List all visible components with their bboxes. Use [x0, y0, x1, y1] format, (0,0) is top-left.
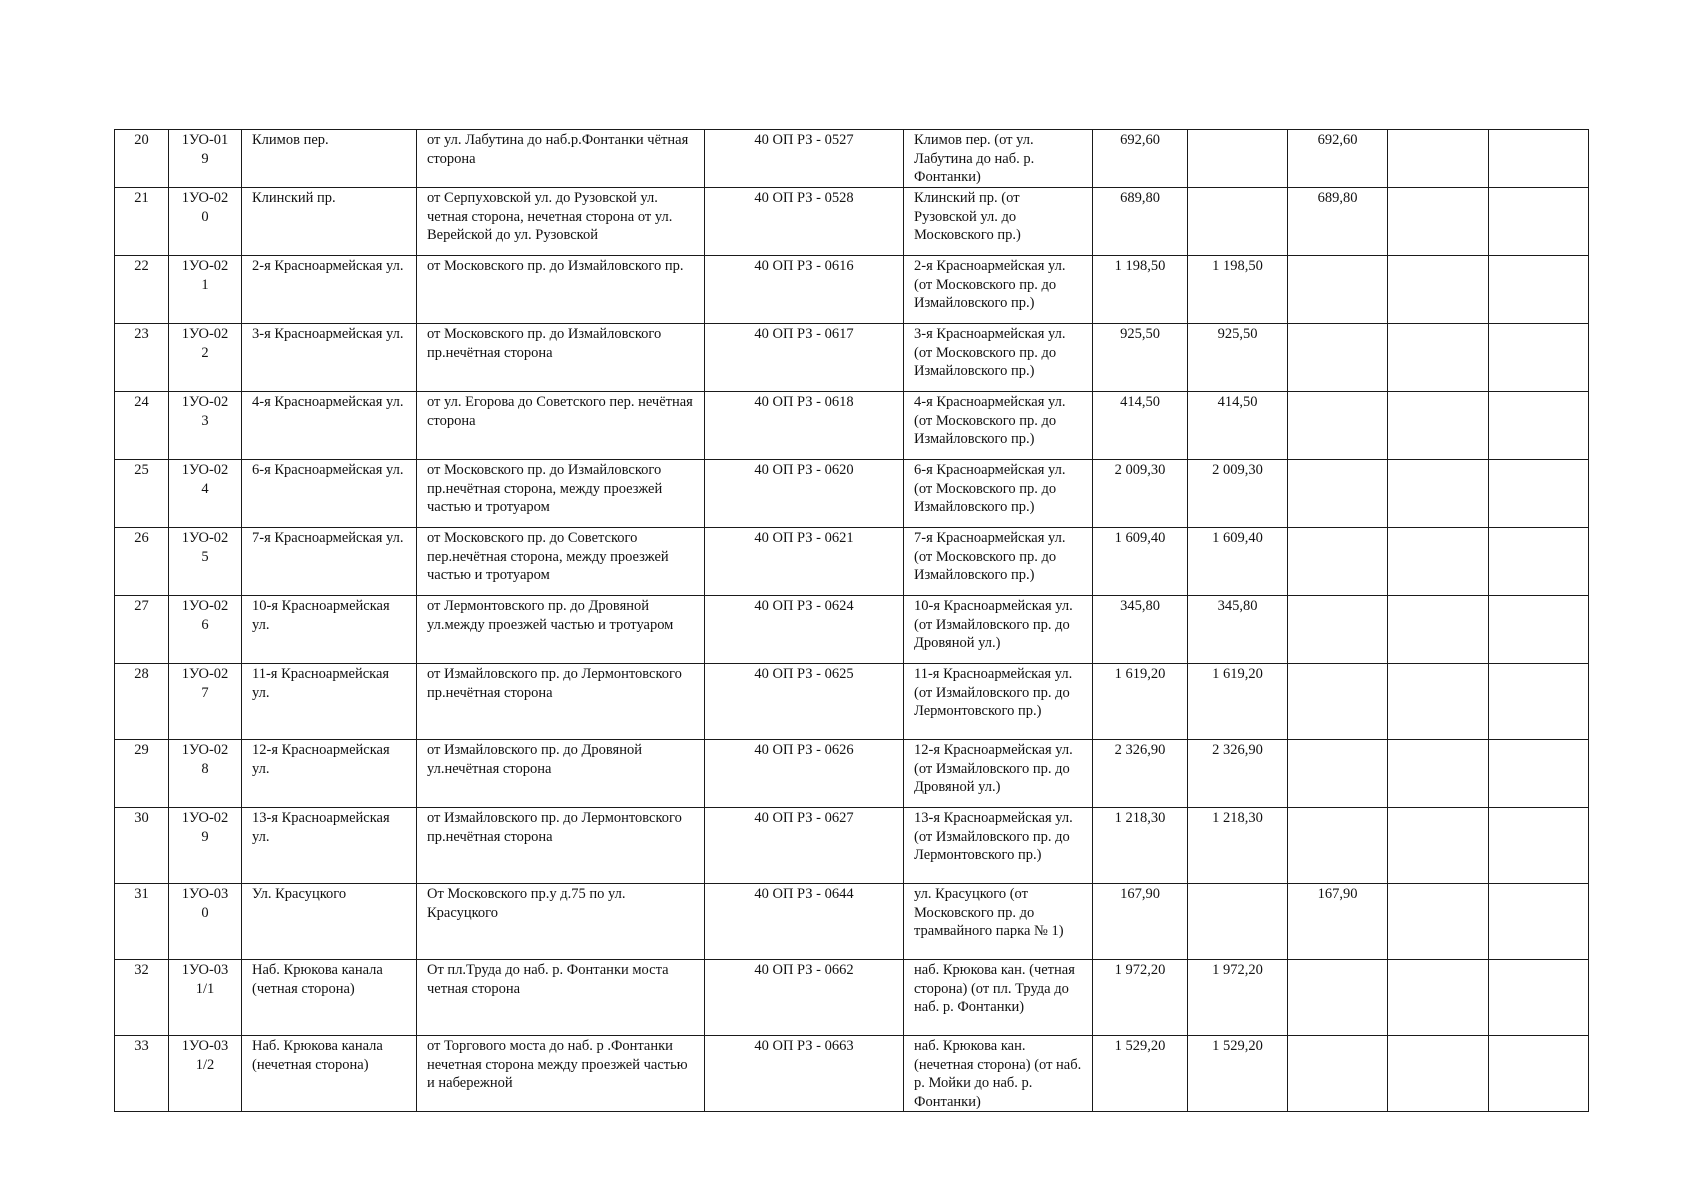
- value-column-3-cell: [1388, 664, 1489, 740]
- road-official-name-cell: наб. Крюкова кан. (нечетная сторона) (от наб. р. Мойки до наб. р. Фонтанки): [904, 1036, 1093, 1112]
- value-column-3-cell: [1388, 392, 1489, 460]
- value-column-1-cell: [1188, 188, 1288, 256]
- value-column-4-cell: [1489, 740, 1589, 808]
- value-column-1-cell: 1 609,40: [1188, 528, 1288, 596]
- street-name-cell: Климов пер.: [242, 130, 417, 188]
- section-description-cell: от Измайловского пр. до Лермонтовского пр.нечётная сторона: [417, 808, 705, 884]
- table-row: [115, 596, 1589, 664]
- street-name-cell: Ул. Красуцкого: [242, 884, 417, 960]
- length-cell: 2 326,90: [1093, 740, 1188, 808]
- street-name-cell: Наб. Крюкова канала (четная сторона): [242, 960, 417, 1036]
- value-column-4-cell: [1489, 884, 1589, 960]
- object-code-cell: 1УО-021: [169, 256, 242, 324]
- value-column-2-cell: [1288, 960, 1388, 1036]
- value-column-3-cell: [1388, 188, 1489, 256]
- row-number-cell: 33: [115, 1036, 169, 1112]
- length-cell: 2 009,30: [1093, 460, 1188, 528]
- object-code-cell: 1УО-023: [169, 392, 242, 460]
- object-code-cell: 1УО-028: [169, 740, 242, 808]
- table-row: [115, 460, 1589, 528]
- street-name-cell: 7-я Красноармейская ул.: [242, 528, 417, 596]
- value-column-1-cell: 414,50: [1188, 392, 1288, 460]
- street-name-cell: 2-я Красноармейская ул.: [242, 256, 417, 324]
- object-code-cell: 1УО-020: [169, 188, 242, 256]
- registry-number-cell: 40 ОП РЗ - 0621: [705, 528, 904, 596]
- value-column-2-cell: 167,90: [1288, 884, 1388, 960]
- value-column-4-cell: [1489, 256, 1589, 324]
- registry-number-cell: 40 ОП РЗ - 0662: [705, 960, 904, 1036]
- row-number-cell: 20: [115, 130, 169, 188]
- object-code-cell: 1УО-024: [169, 460, 242, 528]
- value-column-3-cell: [1388, 528, 1489, 596]
- length-cell: 1 619,20: [1093, 664, 1188, 740]
- road-official-name-cell: 7-я Красноармейская ул. (от Московского пр. до Измайловского пр.): [904, 528, 1093, 596]
- section-description-cell: От пл.Труда до наб. р. Фонтанки моста четная сторона: [417, 960, 705, 1036]
- road-official-name-cell: 13-я Красноармейская ул. (от Измайловского пр. до Лермонтовского пр.): [904, 808, 1093, 884]
- length-cell: 689,80: [1093, 188, 1188, 256]
- object-code-cell: 1УО-030: [169, 884, 242, 960]
- street-name-cell: 4-я Красноармейская ул.: [242, 392, 417, 460]
- registry-number-cell: 40 ОП РЗ - 0618: [705, 392, 904, 460]
- road-official-name-cell: 3-я Красноармейская ул. (от Московского пр. до Измайловского пр.): [904, 324, 1093, 392]
- value-column-4-cell: [1489, 188, 1589, 256]
- table-row: [115, 808, 1589, 884]
- row-number-cell: 29: [115, 740, 169, 808]
- row-number-cell: 27: [115, 596, 169, 664]
- section-description-cell: от Московского пр. до Измайловского пр.: [417, 256, 705, 324]
- road-official-name-cell: 6-я Красноармейская ул. (от Московского пр. до Измайловского пр.): [904, 460, 1093, 528]
- row-number-cell: 21: [115, 188, 169, 256]
- value-column-3-cell: [1388, 884, 1489, 960]
- section-description-cell: от Лермонтовского пр. до Дровяной ул.между проезжей частью и тротуаром: [417, 596, 705, 664]
- row-number-cell: 26: [115, 528, 169, 596]
- length-cell: 1 972,20: [1093, 960, 1188, 1036]
- object-code-cell: 1УО-022: [169, 324, 242, 392]
- length-cell: 345,80: [1093, 596, 1188, 664]
- table-row: [115, 324, 1589, 392]
- table-row: [115, 1036, 1589, 1112]
- table-row: [115, 960, 1589, 1036]
- value-column-4-cell: [1489, 808, 1589, 884]
- object-code-cell: 1УО-031/2: [169, 1036, 242, 1112]
- registry-number-cell: 40 ОП РЗ - 0620: [705, 460, 904, 528]
- section-description-cell: от ул. Лабутина до наб.р.Фонтанки чётная сторона: [417, 130, 705, 188]
- street-name-cell: 13-я Красноармейская ул.: [242, 808, 417, 884]
- registry-number-cell: 40 ОП РЗ - 0527: [705, 130, 904, 188]
- registry-number-cell: 40 ОП РЗ - 0627: [705, 808, 904, 884]
- registry-number-cell: 40 ОП РЗ - 0624: [705, 596, 904, 664]
- value-column-2-cell: 692,60: [1288, 130, 1388, 188]
- section-description-cell: от Торгового моста до наб. р .Фонтанки нечетная сторона между проезжей частью и набережной: [417, 1036, 705, 1112]
- value-column-3-cell: [1388, 256, 1489, 324]
- section-description-cell: от Московского пр. до Советского пер.нечётная сторона, между проезжей частью и тротуаром: [417, 528, 705, 596]
- object-code-cell: 1УО-019: [169, 130, 242, 188]
- value-column-2-cell: [1288, 324, 1388, 392]
- table-row: [115, 884, 1589, 960]
- section-description-cell: от Измайловского пр. до Дровяной ул.нечётная сторона: [417, 740, 705, 808]
- road-official-name-cell: ул. Красуцкого (от Московского пр. до трамвайного парка № 1): [904, 884, 1093, 960]
- value-column-2-cell: [1288, 596, 1388, 664]
- value-column-2-cell: [1288, 740, 1388, 808]
- section-description-cell: от Московского пр. до Измайловского пр.нечётная сторона: [417, 324, 705, 392]
- street-name-cell: 3-я Красноармейская ул.: [242, 324, 417, 392]
- value-column-2-cell: [1288, 1036, 1388, 1112]
- registry-number-cell: 40 ОП РЗ - 0625: [705, 664, 904, 740]
- object-code-cell: 1УО-027: [169, 664, 242, 740]
- value-column-1-cell: 345,80: [1188, 596, 1288, 664]
- section-description-cell: от ул. Егорова до Советского пер. нечётная сторона: [417, 392, 705, 460]
- registry-number-cell: 40 ОП РЗ - 0663: [705, 1036, 904, 1112]
- table-row: [115, 256, 1589, 324]
- row-number-cell: 32: [115, 960, 169, 1036]
- object-code-cell: 1УО-031/1: [169, 960, 242, 1036]
- value-column-2-cell: [1288, 664, 1388, 740]
- value-column-4-cell: [1489, 460, 1589, 528]
- row-number-cell: 24: [115, 392, 169, 460]
- value-column-1-cell: 1 218,30: [1188, 808, 1288, 884]
- value-column-4-cell: [1489, 596, 1589, 664]
- street-name-cell: Наб. Крюкова канала (нечетная сторона): [242, 1036, 417, 1112]
- length-cell: 1 609,40: [1093, 528, 1188, 596]
- row-number-cell: 22: [115, 256, 169, 324]
- value-column-3-cell: [1388, 740, 1489, 808]
- value-column-2-cell: [1288, 808, 1388, 884]
- value-column-4-cell: [1489, 392, 1589, 460]
- road-official-name-cell: Климов пер. (от ул. Лабутина до наб. р. Фонтанки): [904, 130, 1093, 188]
- value-column-1-cell: [1188, 884, 1288, 960]
- value-column-3-cell: [1388, 324, 1489, 392]
- section-description-cell: от Серпуховской ул. до Рузовской ул. четная сторона, нечетная сторона от ул. Верейской до ул. Рузовской: [417, 188, 705, 256]
- road-official-name-cell: Клинский пр. (от Рузовской ул. до Московского пр.): [904, 188, 1093, 256]
- length-cell: 692,60: [1093, 130, 1188, 188]
- table-row: [115, 528, 1589, 596]
- length-cell: 925,50: [1093, 324, 1188, 392]
- road-official-name-cell: 12-я Красноармейская ул. (от Измайловского пр. до Дровяной ул.): [904, 740, 1093, 808]
- value-column-4-cell: [1489, 324, 1589, 392]
- registry-number-cell: 40 ОП РЗ - 0616: [705, 256, 904, 324]
- value-column-2-cell: 689,80: [1288, 188, 1388, 256]
- row-number-cell: 30: [115, 808, 169, 884]
- row-number-cell: 31: [115, 884, 169, 960]
- value-column-1-cell: 1 198,50: [1188, 256, 1288, 324]
- value-column-4-cell: [1489, 528, 1589, 596]
- value-column-1-cell: 1 619,20: [1188, 664, 1288, 740]
- road-official-name-cell: 11-я Красноармейская ул. (от Измайловского пр. до Лермонтовского пр.): [904, 664, 1093, 740]
- value-column-4-cell: [1489, 130, 1589, 188]
- length-cell: 414,50: [1093, 392, 1188, 460]
- value-column-3-cell: [1388, 1036, 1489, 1112]
- street-name-cell: Клинский пр.: [242, 188, 417, 256]
- road-official-name-cell: 4-я Красноармейская ул. (от Московского пр. до Измайловского пр.): [904, 392, 1093, 460]
- table-row: [115, 664, 1589, 740]
- street-name-cell: 11-я Красноармейская ул.: [242, 664, 417, 740]
- value-column-1-cell: 2 009,30: [1188, 460, 1288, 528]
- road-official-name-cell: наб. Крюкова кан. (четная сторона) (от пл. Труда до наб. р. Фонтанки): [904, 960, 1093, 1036]
- registry-number-cell: 40 ОП РЗ - 0644: [705, 884, 904, 960]
- road-official-name-cell: 10-я Красноармейская ул. (от Измайловского пр. до Дровяной ул.): [904, 596, 1093, 664]
- road-official-name-cell: 2-я Красноармейская ул. (от Московского пр. до Измайловского пр.): [904, 256, 1093, 324]
- value-column-2-cell: [1288, 528, 1388, 596]
- table-row: [115, 392, 1589, 460]
- value-column-1-cell: 2 326,90: [1188, 740, 1288, 808]
- value-column-2-cell: [1288, 392, 1388, 460]
- value-column-1-cell: 1 529,20: [1188, 1036, 1288, 1112]
- table-row: [115, 130, 1589, 188]
- value-column-3-cell: [1388, 130, 1489, 188]
- object-code-cell: 1УО-025: [169, 528, 242, 596]
- registry-number-cell: 40 ОП РЗ - 0617: [705, 324, 904, 392]
- value-column-3-cell: [1388, 808, 1489, 884]
- object-code-cell: 1УО-029: [169, 808, 242, 884]
- value-column-4-cell: [1489, 664, 1589, 740]
- value-column-2-cell: [1288, 256, 1388, 324]
- object-code-cell: 1УО-026: [169, 596, 242, 664]
- value-column-4-cell: [1489, 960, 1589, 1036]
- registry-number-cell: 40 ОП РЗ - 0528: [705, 188, 904, 256]
- row-number-cell: 25: [115, 460, 169, 528]
- registry-number-cell: 40 ОП РЗ - 0626: [705, 740, 904, 808]
- section-description-cell: от Московского пр. до Измайловского пр.нечётная сторона, между проезжей частью и тротуаром: [417, 460, 705, 528]
- length-cell: 1 198,50: [1093, 256, 1188, 324]
- road-registry-table: [114, 129, 1589, 1112]
- value-column-1-cell: 925,50: [1188, 324, 1288, 392]
- street-name-cell: 12-я Красноармейская ул.: [242, 740, 417, 808]
- table-row: [115, 188, 1589, 256]
- length-cell: 1 529,20: [1093, 1036, 1188, 1112]
- value-column-1-cell: [1188, 130, 1288, 188]
- row-number-cell: 23: [115, 324, 169, 392]
- value-column-4-cell: [1489, 1036, 1589, 1112]
- section-description-cell: От Московского пр.у д.75 по ул. Красуцкого: [417, 884, 705, 960]
- value-column-1-cell: 1 972,20: [1188, 960, 1288, 1036]
- street-name-cell: 10-я Красноармейская ул.: [242, 596, 417, 664]
- section-description-cell: от Измайловского пр. до Лермонтовского пр.нечётная сторона: [417, 664, 705, 740]
- row-number-cell: 28: [115, 664, 169, 740]
- street-name-cell: 6-я Красноармейская ул.: [242, 460, 417, 528]
- length-cell: 167,90: [1093, 884, 1188, 960]
- table-row: [115, 740, 1589, 808]
- length-cell: 1 218,30: [1093, 808, 1188, 884]
- value-column-2-cell: [1288, 460, 1388, 528]
- value-column-3-cell: [1388, 960, 1489, 1036]
- value-column-3-cell: [1388, 460, 1489, 528]
- value-column-3-cell: [1388, 596, 1489, 664]
- table-body: [115, 130, 1589, 1112]
